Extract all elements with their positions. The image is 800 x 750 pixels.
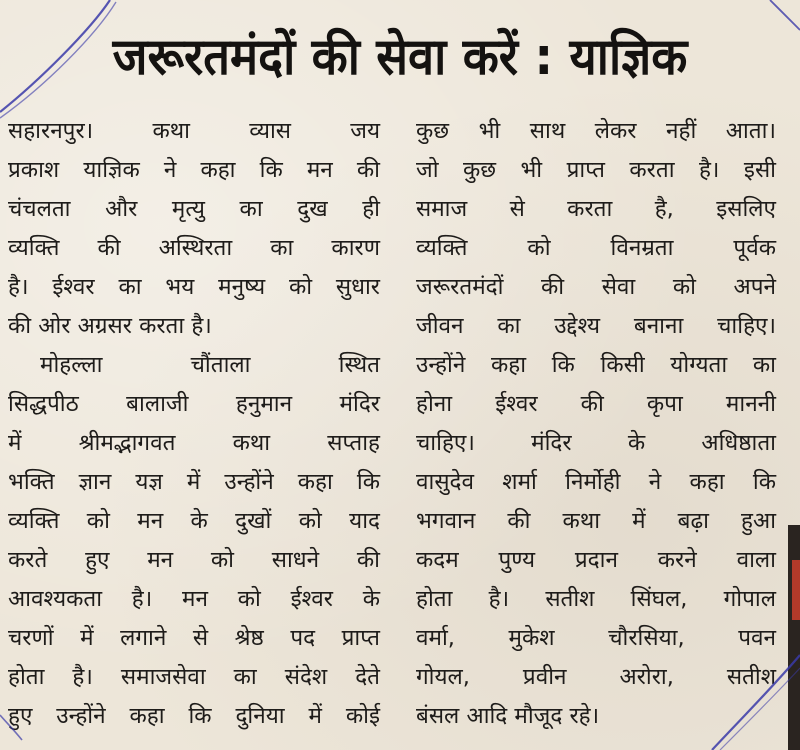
- text-line: सिद्धपीठ बालाजी हनुमान मंदिर: [8, 391, 380, 417]
- text-line: भगवान की कथा में बढ़ा हुआ: [416, 508, 776, 534]
- text-line: होना ईश्वर की कृपा माननी: [416, 391, 776, 417]
- text-line: वर्मा, मुकेश चौरसिया, पवन: [416, 625, 776, 651]
- text-line: उन्होंने कहा कि किसी योग्यता का: [416, 352, 776, 378]
- text-line: समाज से करता है, इसलिए: [416, 196, 776, 222]
- article-column-left: [8, 112, 380, 736]
- text-line: जरूरतमंदों की सेवा को अपने: [416, 274, 776, 300]
- text-line: भक्ति ज्ञान यज्ञ में उन्होंने कहा कि: [8, 469, 380, 495]
- text-line: वासुदेव शर्मा निर्मोही ने कहा कि: [416, 469, 776, 495]
- text-line: कदम पुण्य प्रदान करने वाला: [416, 547, 776, 573]
- text-line: आवश्यकता है। मन को ईश्वर के: [8, 586, 380, 612]
- text-line: सहारनपुर। कथा व्यास जय: [8, 118, 380, 144]
- text-line: प्रकाश याज्ञिक ने कहा कि मन की: [8, 157, 380, 183]
- text-line: चरणों में लगाने से श्रेष्ठ पद प्राप्त: [8, 625, 380, 651]
- text-line: मोहल्ला चौंताला स्थित: [40, 352, 380, 378]
- text-line: होता है। सतीश सिंघल, गोपाल: [416, 586, 776, 612]
- text-line: करते हुए मन को साधने की: [8, 547, 380, 573]
- text-line: जो कुछ भी प्राप्त करता है। इसी: [416, 157, 776, 183]
- text-line: व्यक्ति को विनम्रता पूर्वक: [416, 235, 776, 261]
- headline: जरूरतमंदों की सेवा करें : याज्ञिक: [112, 27, 688, 88]
- adjacent-clipping-edge: [788, 525, 800, 750]
- text-line: जीवन का उद्देश्य बनाना चाहिए।: [416, 313, 776, 339]
- text-line: है। ईश्वर का भय मनुष्य को सुधार: [8, 274, 380, 300]
- text-line: हुए उन्होंने कहा कि दुनिया में कोई: [8, 703, 380, 729]
- text-line: होता है। समाजसेवा का संदेश देते: [8, 664, 380, 690]
- text-line: कुछ भी साथ लेकर नहीं आता।: [416, 118, 776, 144]
- text-line: चंचलता और मृत्यु का दुख ही: [8, 196, 380, 222]
- text-line: व्यक्ति की अस्थिरता का कारण: [8, 235, 380, 261]
- text-line: व्यक्ति को मन के दुखों को याद: [8, 508, 380, 534]
- article-column-right: [416, 112, 776, 736]
- adjacent-clipping-accent: [792, 560, 800, 620]
- text-line: बंसल आदि मौजूद रहे।: [416, 703, 600, 729]
- text-line: में श्रीमद्भागवत कथा सप्ताह: [8, 430, 380, 456]
- text-line: की ओर अग्रसर करता है।: [8, 313, 212, 339]
- text-line: चाहिए। मंदिर के अधिष्ठाता: [416, 430, 776, 456]
- text-line: गोयल, प्रवीन अरोरा, सतीश: [416, 664, 776, 690]
